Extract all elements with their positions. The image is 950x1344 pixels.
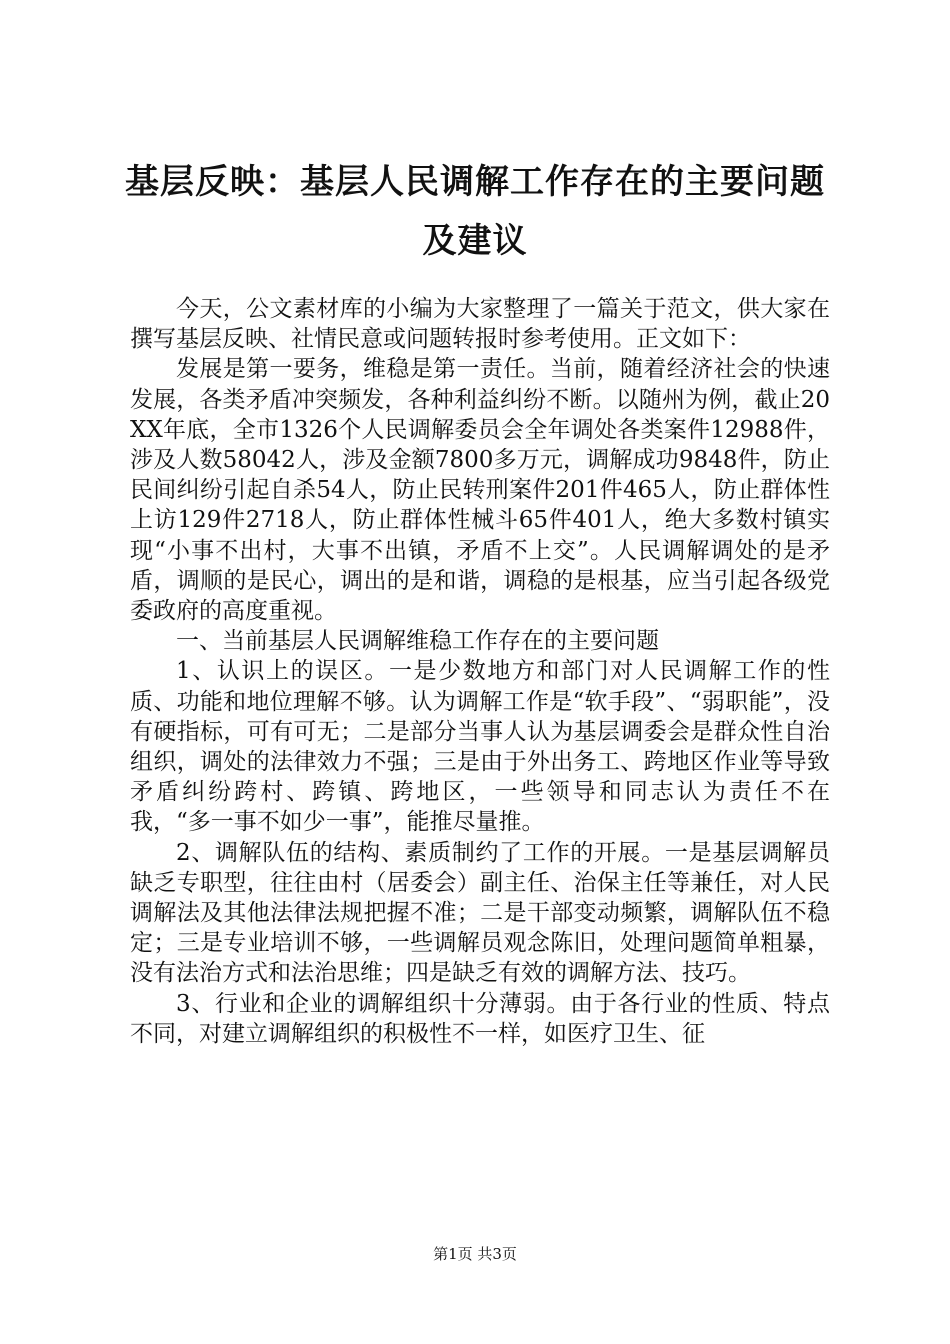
document-title-line1: 基层反映：基层人民调解工作存在的主要问题 <box>125 162 825 202</box>
paragraph-intro: 今天，公文素材库的小编为大家整理了一篇关于范文，供大家在撰写基层反映、社情民意或问题转报时参考使用。正文如下： <box>130 296 830 353</box>
paragraph-issue-1: 1、认识上的误区。一是少数地方和部门对人民调解工作的性质、功能和地位理解不够。认为调解工作是“软手段”、“弱职能”，没有硬指标，可有可无；二是部分当事人认为基层调委会是群众性自治组织，调处的法律效力不强；三是由于外出务工、跨地区作业等导致矛盾纠纷跨村、跨镇、跨地区，一些领导和同志认为责任不在我，“多一事不如少一事”，能推尽量推。 <box>130 658 830 836</box>
document-title-line2: 及建议 <box>422 221 528 261</box>
paragraph-issue-2: 2、调解队伍的结构、素质制约了工作的开展。一是基层调解员缺乏专职型，往往由村（居委会）副主任、治保主任等兼任，对人民调解法及其他法律法规把握不准；二是干部变动频繁，调解队伍不稳定；三是专业培训不够，一些调解员观念陈旧，处理问题简单粗暴，没有法治方式和法治思维；四是缺乏有效的调解方法、技巧。 <box>130 839 830 987</box>
paragraph-background: 发展是第一要务，维稳是第一责任。当前，随着经济社会的快速发展，各类矛盾冲突频发，各种利益纠纷不断。以随州为例，截止20XX年底，全市1326个人民调解委员会全年调处各类案件12988件，涉及人数58042人，涉及金额7800多万元，调解成功9848件，防止民间纠纷引起自杀54人，防止民转刑案件201件465人，防止群体性上访129件2718人，防止群体性械斗65件401人，绝大多数村镇实现“小事不出村，大事不出镇，矛盾不上交”。人民调解调处的是矛盾，调顺的是民心，调出的是和谐，调稳的是根基，应当引起各级党委政府的高度重视。 <box>130 356 830 625</box>
page-footer: 第1页 共3页 <box>433 1245 517 1263</box>
paragraph-issue-3: 3、行业和企业的调解组织十分薄弱。由于各行业的性质、特点不同，对建立调解组织的积极性不一样，如医疗卫生、征 <box>130 990 830 1047</box>
section-heading: 一、当前基层人民调解维稳工作存在的主要问题 <box>176 628 659 655</box>
document-body <box>130 294 830 1049</box>
